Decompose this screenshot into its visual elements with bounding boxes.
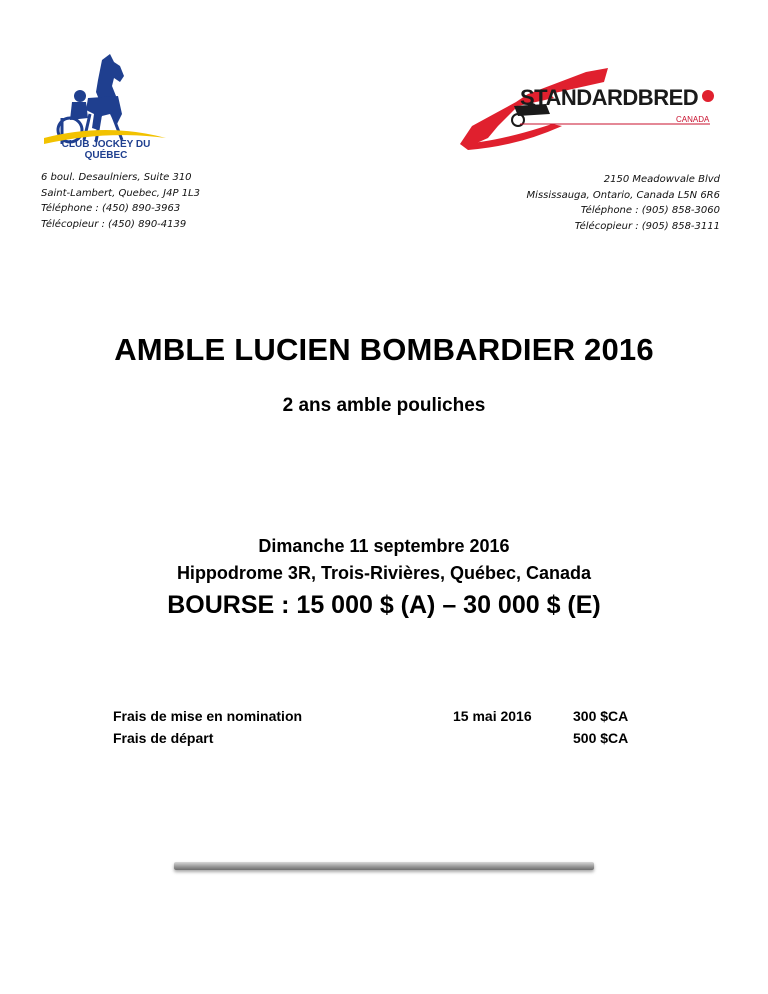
fee-label: Frais de mise en nomination [113, 708, 303, 724]
fee-amount: 300 $CA [573, 708, 629, 724]
event-purse: BOURSE : 15 000 $ (A) – 30 000 $ (E) [167, 591, 601, 619]
address-left [41, 170, 200, 232]
club-jockey-caption: CLUB JOCKEY DU QUÉBEC [61, 139, 151, 161]
document-title: AMBLE LUCIEN BOMBARDIER 2016 [114, 332, 654, 367]
address-left-line-1: 6 boul. Desaulniers, Suite 310 [41, 172, 192, 183]
document-subtitle: 2 ans amble pouliches [282, 395, 486, 416]
address-right-line-1: 2150 Meadowvale Blvd [603, 174, 720, 185]
standardbred-subtitle: CANADA [676, 115, 710, 124]
decorative-divider [174, 862, 594, 870]
address-right [527, 172, 720, 234]
address-left-line-3: Téléphone : (450) 890-3963 [41, 203, 181, 214]
fee-amount: 500 $CA [573, 730, 629, 746]
event-venue: Hippodrome 3R, Trois-Rivières, Québec, Canada [176, 563, 592, 583]
address-right-line-2: Mississauga, Ontario, Canada L5N 6R6 [526, 189, 720, 201]
address-left-line-4: Télécopieur : (450) 890-4139 [41, 218, 187, 230]
standardbred-wordmark: STANDARDBRED [520, 85, 699, 110]
address-right-line-3: Téléphone : (905) 858-3060 [580, 205, 720, 216]
event-date: Dimanche 11 septembre 2016 [258, 536, 510, 556]
fee-date: 15 mai 2016 [453, 708, 532, 724]
fee-label: Frais de départ [113, 730, 214, 746]
address-right-line-4: Télécopieur : (905) 858-3111 [574, 220, 720, 232]
address-left-line-2: Saint-Lambert, Quebec, J4P 1L3 [41, 187, 200, 199]
